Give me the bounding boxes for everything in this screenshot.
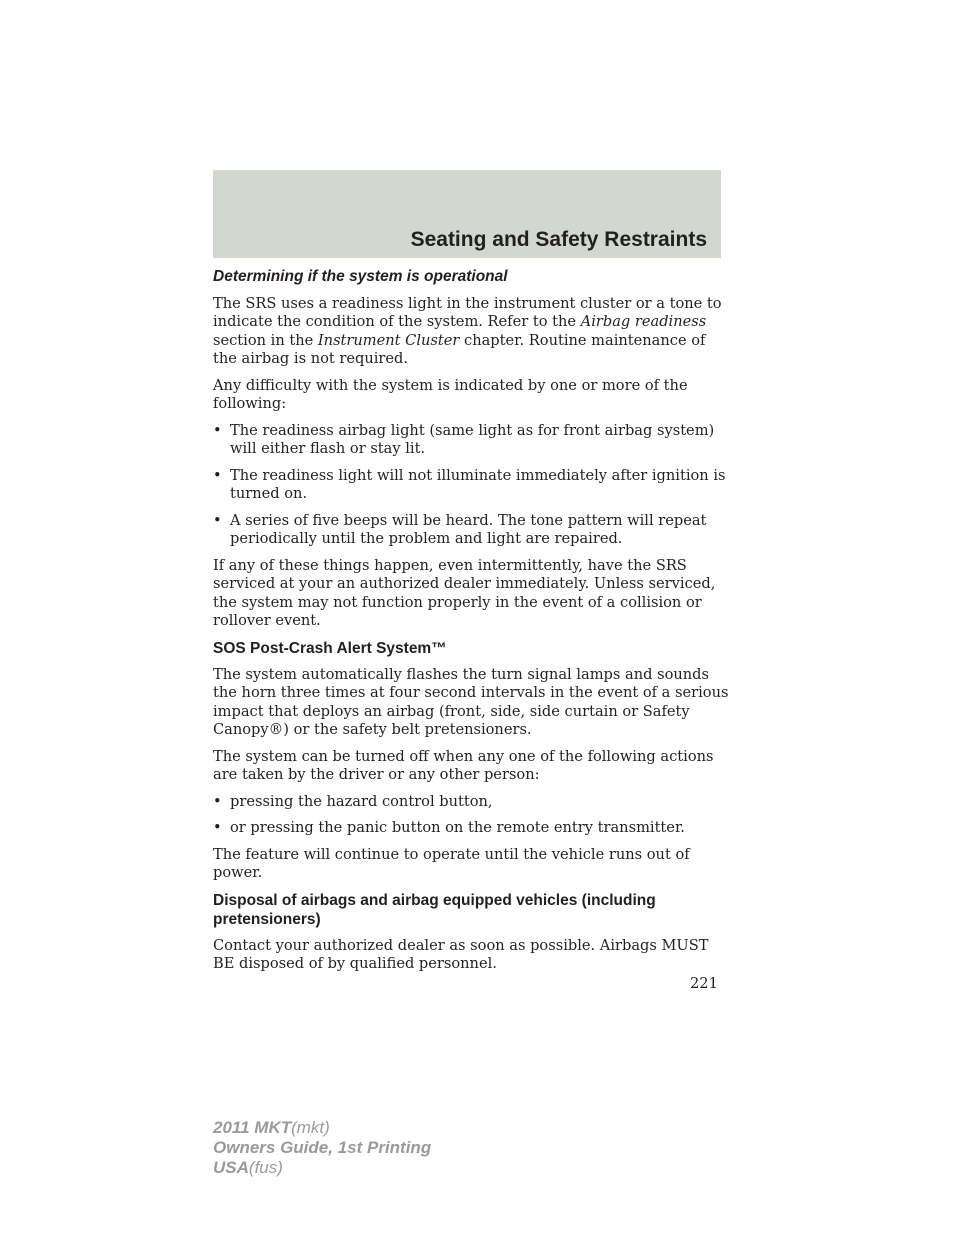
heading-disposal: Disposal of airbags and airbag equipped vehicles (including pretensioners) — [213, 891, 656, 928]
paragraph-disposal: Contact your authorized dealer as soon as possible. Airbags MUST BE disposed of by qualified personnel. — [213, 936, 709, 972]
print-footer — [213, 1118, 431, 1178]
bullet-icon: • — [213, 466, 222, 484]
reference-airbag-readiness: Airbag readiness — [580, 313, 707, 330]
footer-edition: Owners Guide, 1st Printing — [213, 1138, 432, 1157]
list-item — [213, 793, 733, 812]
paragraph-sos-power: The feature will continue to operate until the vehicle runs out of power. — [213, 845, 690, 881]
list-item — [213, 819, 733, 838]
page-number: 221 — [690, 975, 718, 992]
list-item-text: pressing the hazard control button, — [230, 792, 493, 810]
footer-market: USA — [213, 1158, 249, 1177]
text-segment: chapter. Routine maintenance of the airbag is not required. — [213, 331, 706, 367]
turn-off-list — [213, 793, 733, 838]
text-segment: section in the — [213, 331, 314, 349]
paragraph-sos-description: The system automatically flashes the turn signal lamps and sounds the horn three times at four second intervals in the event of a serious impact that deploys an airbag (front, side, side curtain or Safety Canopy®) or the safety belt pretensioners. — [213, 665, 729, 738]
reference-instrument-cluster: Instrument Cluster — [317, 331, 460, 349]
list-item-text: The readiness light will not illuminate immediately after ignition is turned on. — [230, 466, 726, 502]
paragraph-sos-turn-off: The system can be turned off when any one of the following actions are taken by the driver or any other person: — [213, 747, 714, 783]
text-segment: The SRS uses a readiness light in the instrument cluster or a tone to indicate the condition of the system. Refer to the — [213, 294, 722, 330]
heading-sos-alert: SOS Post-Crash Alert System™ — [213, 639, 447, 657]
footer-line-market — [213, 1158, 431, 1178]
list-item-text: or pressing the panic button on the remote entry transmitter. — [230, 819, 685, 836]
bullet-icon: • — [213, 819, 222, 836]
paragraph-readiness-intro — [213, 295, 733, 369]
section-header-band — [213, 170, 721, 258]
list-item-text: The readiness airbag light (same light as for front airbag system) will either flash or stay lit. — [230, 421, 715, 457]
footer-market-code: (fus) — [248, 1158, 283, 1177]
bullet-icon: • — [213, 421, 222, 439]
list-item — [213, 512, 733, 549]
footer-model: 2011 MKT — [213, 1118, 292, 1137]
list-item-text: A series of five beeps will be heard. The tone pattern will repeat periodically until the problem and light are repaired. — [230, 511, 707, 547]
section-title: Seating and Safety Restraints — [410, 228, 707, 251]
paragraph-service-advice: If any of these things happen, even intermittently, have the SRS serviced at your an authorized dealer immediately. Unless serviced, the system may not function properly in the event of a collision or rollover event. — [213, 556, 716, 629]
difficulty-list — [213, 422, 733, 549]
footer-model-code: (mkt) — [291, 1118, 330, 1137]
paragraph-difficulty: Any difficulty with the system is indicated by one or more of the following: — [213, 376, 688, 412]
list-item — [213, 467, 733, 504]
footer-line-edition — [213, 1138, 431, 1158]
heading-operational: Determining if the system is operational — [213, 268, 508, 285]
page-content — [213, 268, 733, 982]
footer-line-model — [213, 1118, 431, 1138]
bullet-icon: • — [213, 792, 222, 810]
bullet-icon: • — [213, 511, 222, 529]
list-item — [213, 422, 733, 459]
